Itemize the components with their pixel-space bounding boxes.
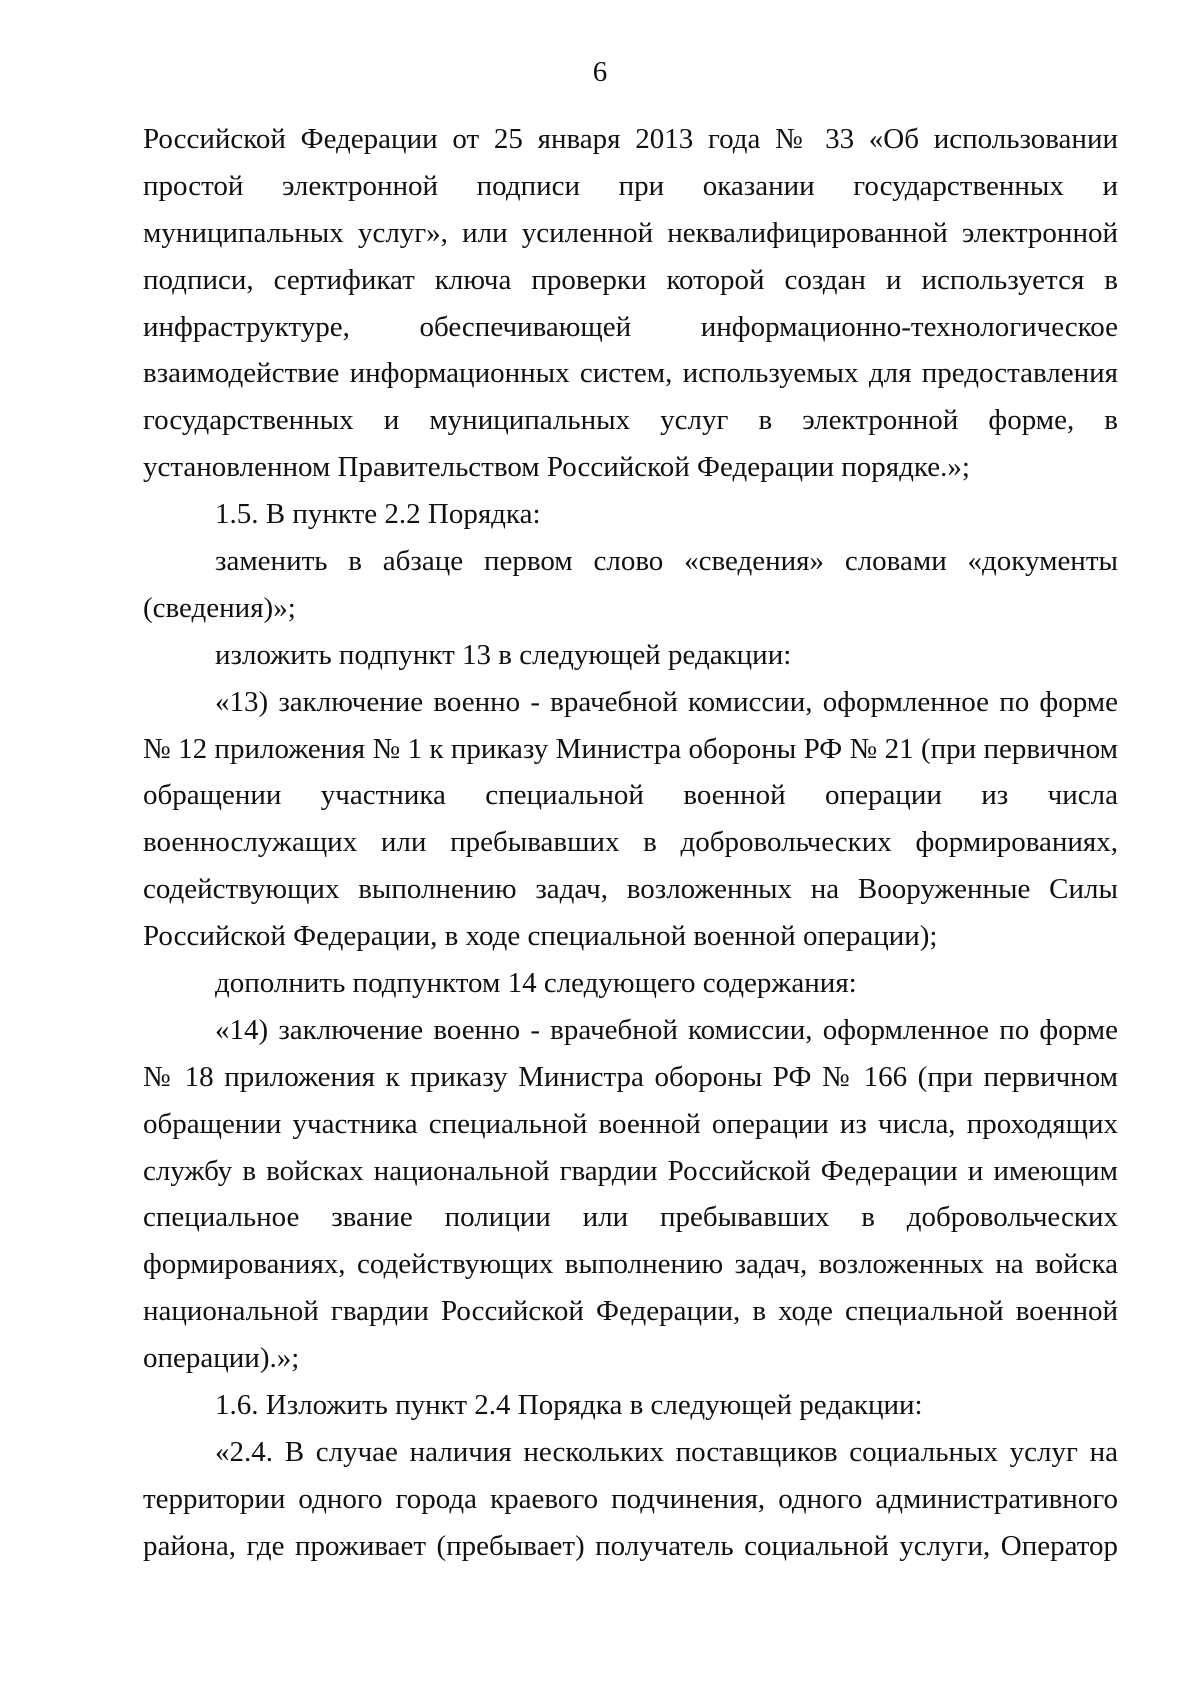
text-line: военнослужащих или пребывавших в добровольческих формированиях, xyxy=(143,826,1118,859)
text-line: простой электронной подписи при оказании государственных и xyxy=(143,169,1118,202)
text-line: муниципальных услуг», или усиленной неквалифицированной электронной xyxy=(143,216,1118,249)
text-line: района, где проживает (пребывает) получатель социальной услуги, Оператор xyxy=(143,1529,1118,1562)
paragraph-start-line: «14) заключение военно - врачебной комиссии, оформленное по форме xyxy=(215,1013,1118,1046)
text-line: службу в войсках национальной гвардии Российской Федерации и имеющим xyxy=(143,1154,1118,1187)
text-line: операции).»; xyxy=(143,1342,300,1375)
paragraph-start-line: «2.4. В случае наличия нескольких поставщиков социальных услуг на xyxy=(215,1435,1118,1468)
paragraph-start-line: 1.6. Изложить пункт 2.4 Порядка в следующей редакции: xyxy=(215,1389,923,1422)
text-line: № 18 приложения к приказу Министра обороны РФ № 166 (при первичном xyxy=(143,1060,1118,1093)
text-line: территории одного города краевого подчинения, одного административного xyxy=(143,1482,1118,1515)
text-line: Российской Федерации от 25 января 2013 года № 33 «Об использовании xyxy=(143,123,1118,155)
text-line: формированиях, содействующих выполнению задач, возложенных на войска xyxy=(143,1248,1118,1281)
text-line: подписи, сертификат ключа проверки которой создан и используется в xyxy=(143,263,1118,296)
paragraph-start-line: дополнить подпунктом 14 следующего содержания: xyxy=(215,967,857,1000)
text-line: содействующих выполнению задач, возложенных на Вооруженные Силы xyxy=(143,873,1118,906)
text-line: Российской Федерации, в ходе специальной военной операции); xyxy=(143,920,938,953)
paragraph-start-line: «13) заключение военно - врачебной комиссии, оформленное по форме xyxy=(215,685,1118,718)
page-number: 6 xyxy=(592,56,608,88)
text-line: обращении участника специальной военной операции из числа, проходящих xyxy=(143,1107,1118,1140)
document-body xyxy=(143,116,1118,1570)
text-line: установленном Правительством Российской Федерации порядке.»; xyxy=(143,451,970,484)
text-line: государственных и муниципальных услуг в электронной форме, в xyxy=(143,404,1118,437)
paragraph-start-line: заменить в абзаце первом слово «сведения» словами «документы xyxy=(215,545,1118,578)
text-line: специальное звание полиции или пребывавших в добровольческих xyxy=(143,1201,1118,1234)
text-line: № 12 приложения № 1 к приказу Министра обороны РФ № 21 (при первичном xyxy=(143,732,1118,765)
paragraph-start-line: 1.5. В пункте 2.2 Порядка: xyxy=(215,498,541,531)
text-line: обращении участника специальной военной операции из числа xyxy=(143,779,1118,812)
text-line: инфраструктуре, обеспечивающей информационно-технологическое xyxy=(143,310,1118,343)
text-line: взаимодействие информационных систем, используемых для предоставления xyxy=(143,357,1118,390)
text-line: (сведения)»; xyxy=(143,591,296,624)
text-line: национальной гвардии Российской Федерации, в ходе специальной военной xyxy=(143,1295,1118,1328)
paragraph-start-line: изложить подпункт 13 в следующей редакции: xyxy=(215,638,792,671)
